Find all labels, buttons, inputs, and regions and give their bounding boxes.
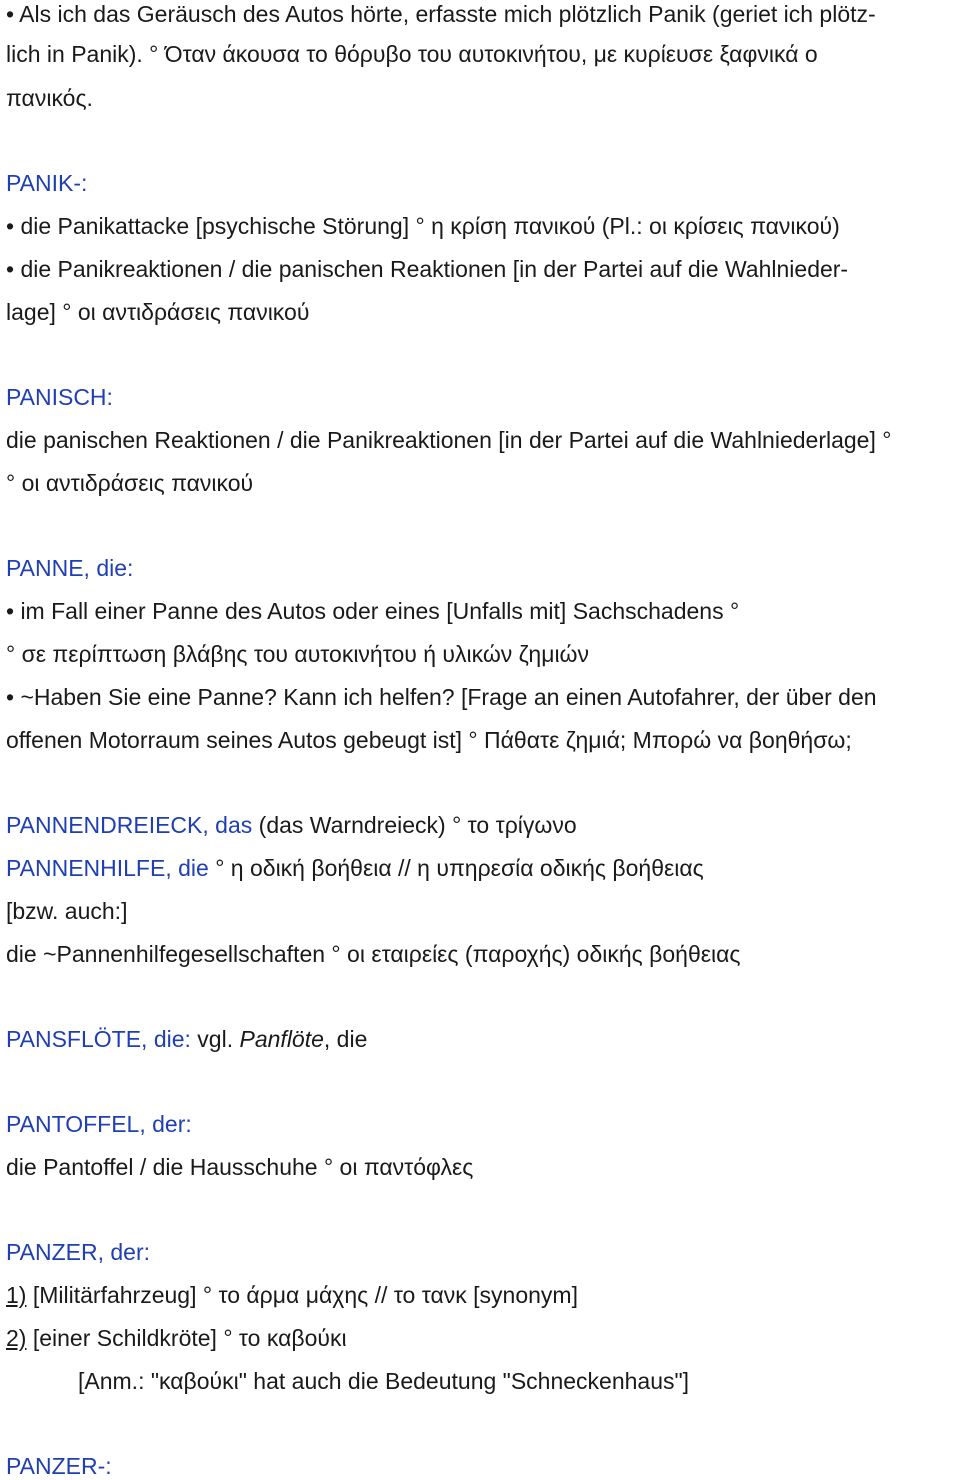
panik-prefix-item-2b: lage] ° οι αντιδράσεις πανικού (6, 299, 310, 325)
panik-example-line-3: πανικός. (6, 85, 93, 111)
pannendreieck-definition: (das Warndreieck) ° το τρίγωνο (252, 812, 577, 838)
entry-pansfloete (6, 1025, 954, 1053)
pansfloete-article: , die (323, 1026, 368, 1052)
panne-line-1: • im Fall einer Panne des Autos oder eines [Unfalls mit] Sachschadens ° (6, 598, 740, 624)
panzer-sense-1 (6, 1281, 954, 1309)
panik-prefix-item-1: • die Panikattacke [psychische Störung] ° η κρίση πανικού (Pl.: οι κρίσεις πανικού) (6, 213, 840, 239)
panne-line-2: ° σε περίπτωση βλάβης του αυτοκινήτου ή υλικών ζημιών (6, 641, 590, 667)
entry-pannendreieck (6, 811, 954, 839)
panik-example-line-2: lich in Panik). ° Όταν άκουσα το θόρυβο του αυτοκινήτου, με κυρίευσε ξαφνικά ο (6, 41, 818, 67)
pantoffel-line-1: die Pantoffel / die Hausschuhe ° οι παντόφλες (6, 1154, 474, 1180)
entry-pannenhilfe (6, 854, 954, 882)
panik-example-line-1: • Als ich das Geräusch des Autos hörte, erfasste mich plötzlich Panik (geriet ich plötz- (6, 1, 876, 27)
pannenhilfe-line-2: [bzw. auch:] (6, 898, 128, 924)
panzer-sense-2-text: [einer Schildkröte] ° το καβούκι (26, 1325, 347, 1351)
headword-panzer: PANZER, der: (6, 1239, 150, 1265)
headword-panzer-prefix: PANZER-: (6, 1453, 112, 1479)
headword-panik-prefix: PANIK-: (6, 170, 88, 196)
panne-line-3: • ~Haben Sie eine Panne? Kann ich helfen? [Frage an einen Autofahrer, der über den (6, 684, 877, 710)
pannenhilfe-line-3: die ~Pannenhilfegesellschaften ° οι εταιρείες (παροχής) οδικής βοήθειας (6, 941, 741, 967)
panzer-note: [Anm.: "καβούκι" hat auch die Bedeutung "Schneckenhaus"] (78, 1368, 690, 1394)
pannenhilfe-definition: ° η οδική βοήθεια // η υπηρεσία οδικής βοήθειας (208, 855, 704, 881)
panisch-line-2: ° οι αντιδράσεις πανικού (6, 470, 254, 496)
panne-line-4: offenen Motorraum seines Autos gebeugt ist] ° Πάθατε ζημιά; Μπορώ να βοηθήσω; (6, 727, 852, 753)
headword-pansfloete: PANSFLÖTE, die: (6, 1026, 191, 1052)
headword-pannendreieck: PANNENDREIECK, das (6, 812, 253, 838)
panisch-line-1: die panischen Reaktionen / die Panikreaktionen [in der Partei auf die Wahlniederlage] ° (6, 427, 892, 453)
panzer-sense-1-text: [Militärfahrzeug] ° το άρμα μάχης // το τανκ [synonym] (26, 1282, 578, 1308)
headword-pannenhilfe: PANNENHILFE, die (6, 855, 209, 881)
headword-panisch: PANISCH: (6, 384, 113, 410)
pansfloete-reference: Panflöte (239, 1026, 324, 1052)
panzer-sense-2 (6, 1324, 954, 1352)
panzer-sense-1-number: 1) (6, 1282, 27, 1308)
headword-pantoffel: PANTOFFEL, der: (6, 1111, 192, 1137)
panik-prefix-item-2a: • die Panikreaktionen / die panischen Reaktionen [in der Partei auf die Wahlnieder- (6, 256, 849, 282)
pansfloete-vgl: vgl. (190, 1026, 240, 1052)
headword-panne: PANNE, die: (6, 555, 134, 581)
panzer-sense-2-number: 2) (6, 1325, 27, 1351)
